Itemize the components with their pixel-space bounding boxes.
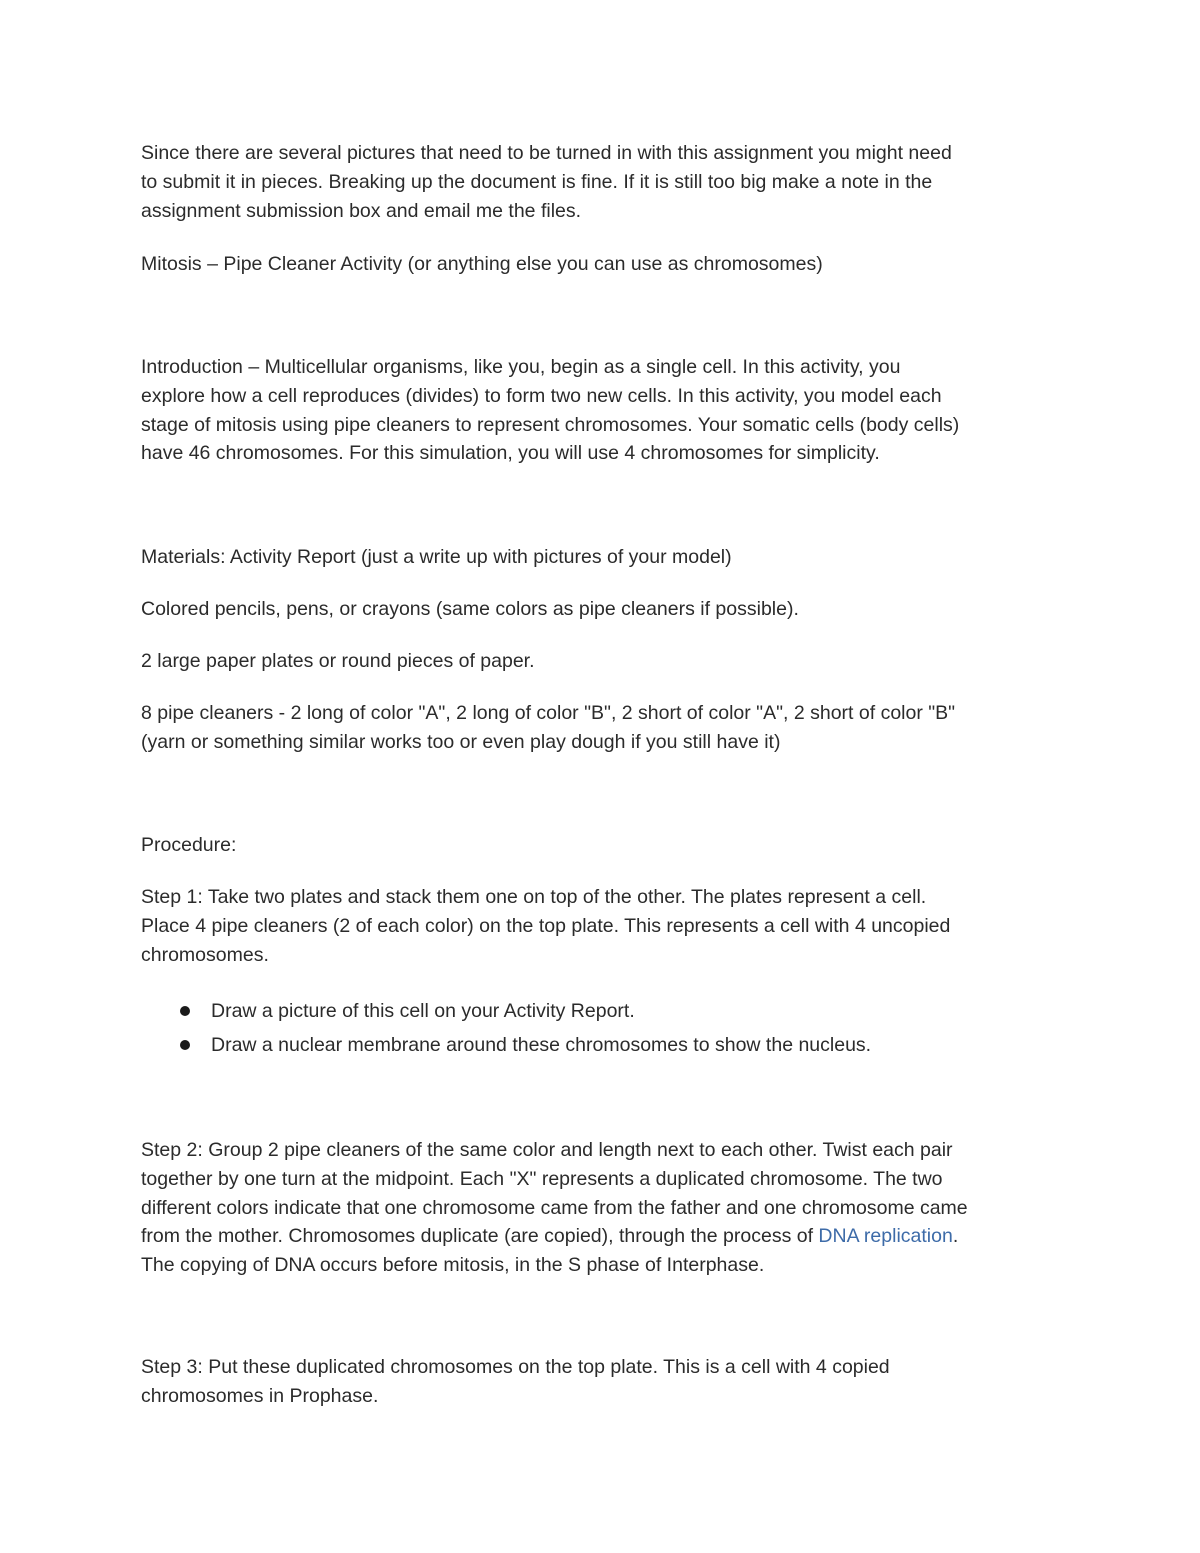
submission-note-line: Since there are several pictures that need to be turned in with this assignment you might need [141, 142, 952, 164]
materials-heading: Materials: Activity Report (just a write up with pictures of your model) [141, 546, 732, 568]
submission-note [141, 139, 1071, 225]
materials-pipe-cleaners-line: 8 pipe cleaners - 2 long of color "A", 2 long of color "B", 2 short of color "A", 2 short of color "B" [141, 702, 956, 724]
step-2-line: different colors indicate that one chromosome came from the father and one chromosome came [141, 1196, 968, 1219]
submission-note-line: to submit it in pieces. Breaking up the document is fine. If it is still too big make a note in the [141, 170, 933, 193]
bullet-dot-icon [180, 1040, 190, 1050]
bullet-dot-icon [180, 1006, 190, 1016]
bullet-text: Draw a nuclear membrane around these chromosomes to show the nucleus. [211, 1034, 872, 1056]
step-1-bullet-list [141, 994, 1071, 1062]
step-1-bullet-item [141, 994, 1071, 1028]
step-2-line-text: from the mother. Chromosomes duplicate (are copied), through the process of [141, 1225, 819, 1248]
procedure-heading: Procedure: [141, 834, 237, 856]
materials-item-pipe-cleaners [141, 699, 1071, 757]
introduction-line: Introduction – Multicellular organisms, like you, begin as a single cell. In this activity, you [141, 356, 901, 378]
materials-item-pencils: Colored pencils, pens, or crayons (same colors as pipe cleaners if possible). [141, 598, 799, 620]
materials-pipe-cleaners-line: (yarn or something similar works too or even play dough if you still have it) [141, 730, 781, 753]
submission-note-line: assignment submission box and email me the files. [141, 199, 582, 222]
dna-replication-link[interactable]: DNA replication [818, 1225, 953, 1248]
step-2-line: Step 2: Group 2 pipe cleaners of the same color and length next to each other. Twist each pair [141, 1139, 953, 1161]
step-1-line: Step 1: Take two plates and stack them one on top of the other. The plates represent a cell. [141, 886, 927, 908]
procedure-step-2 [141, 1136, 1071, 1280]
introduction-line: explore how a cell reproduces (divides) to form two new cells. In this activity, you model each [141, 384, 942, 407]
procedure-step-1 [141, 883, 1071, 969]
procedure-step-3 [141, 1353, 1071, 1411]
step-1-line: Place 4 pipe cleaners (2 of each color) on the top plate. This represents a cell with 4 uncopied [141, 914, 951, 937]
step-2-line-with-link [141, 1222, 1071, 1251]
step-3-line: Step 3: Put these duplicated chromosomes on the top plate. This is a cell with 4 copied [141, 1356, 890, 1378]
materials-item-plates: 2 large paper plates or round pieces of paper. [141, 650, 535, 672]
introduction-line: have 46 chromosomes. For this simulation, you will use 4 chromosomes for simplicity. [141, 442, 880, 465]
step-2-line: together by one turn at the midpoint. Each "X" represents a duplicated chromosome. The two [141, 1167, 943, 1190]
bullet-text: Draw a picture of this cell on your Activity Report. [211, 1000, 635, 1022]
step-2-line-period: . [952, 1225, 959, 1248]
introduction-line: stage of mitosis using pipe cleaners to represent chromosomes. Your somatic cells (body cells) [141, 413, 960, 436]
step-2-line: The copying of DNA occurs before mitosis, in the S phase of Interphase. [141, 1254, 765, 1277]
activity-title: Mitosis – Pipe Cleaner Activity (or anything else you can use as chromosomes) [141, 253, 823, 275]
step-3-line: chromosomes in Prophase. [141, 1384, 379, 1407]
introduction-paragraph [141, 353, 1071, 468]
step-1-line: chromosomes. [141, 943, 269, 966]
step-1-bullet-item [141, 1028, 1071, 1062]
